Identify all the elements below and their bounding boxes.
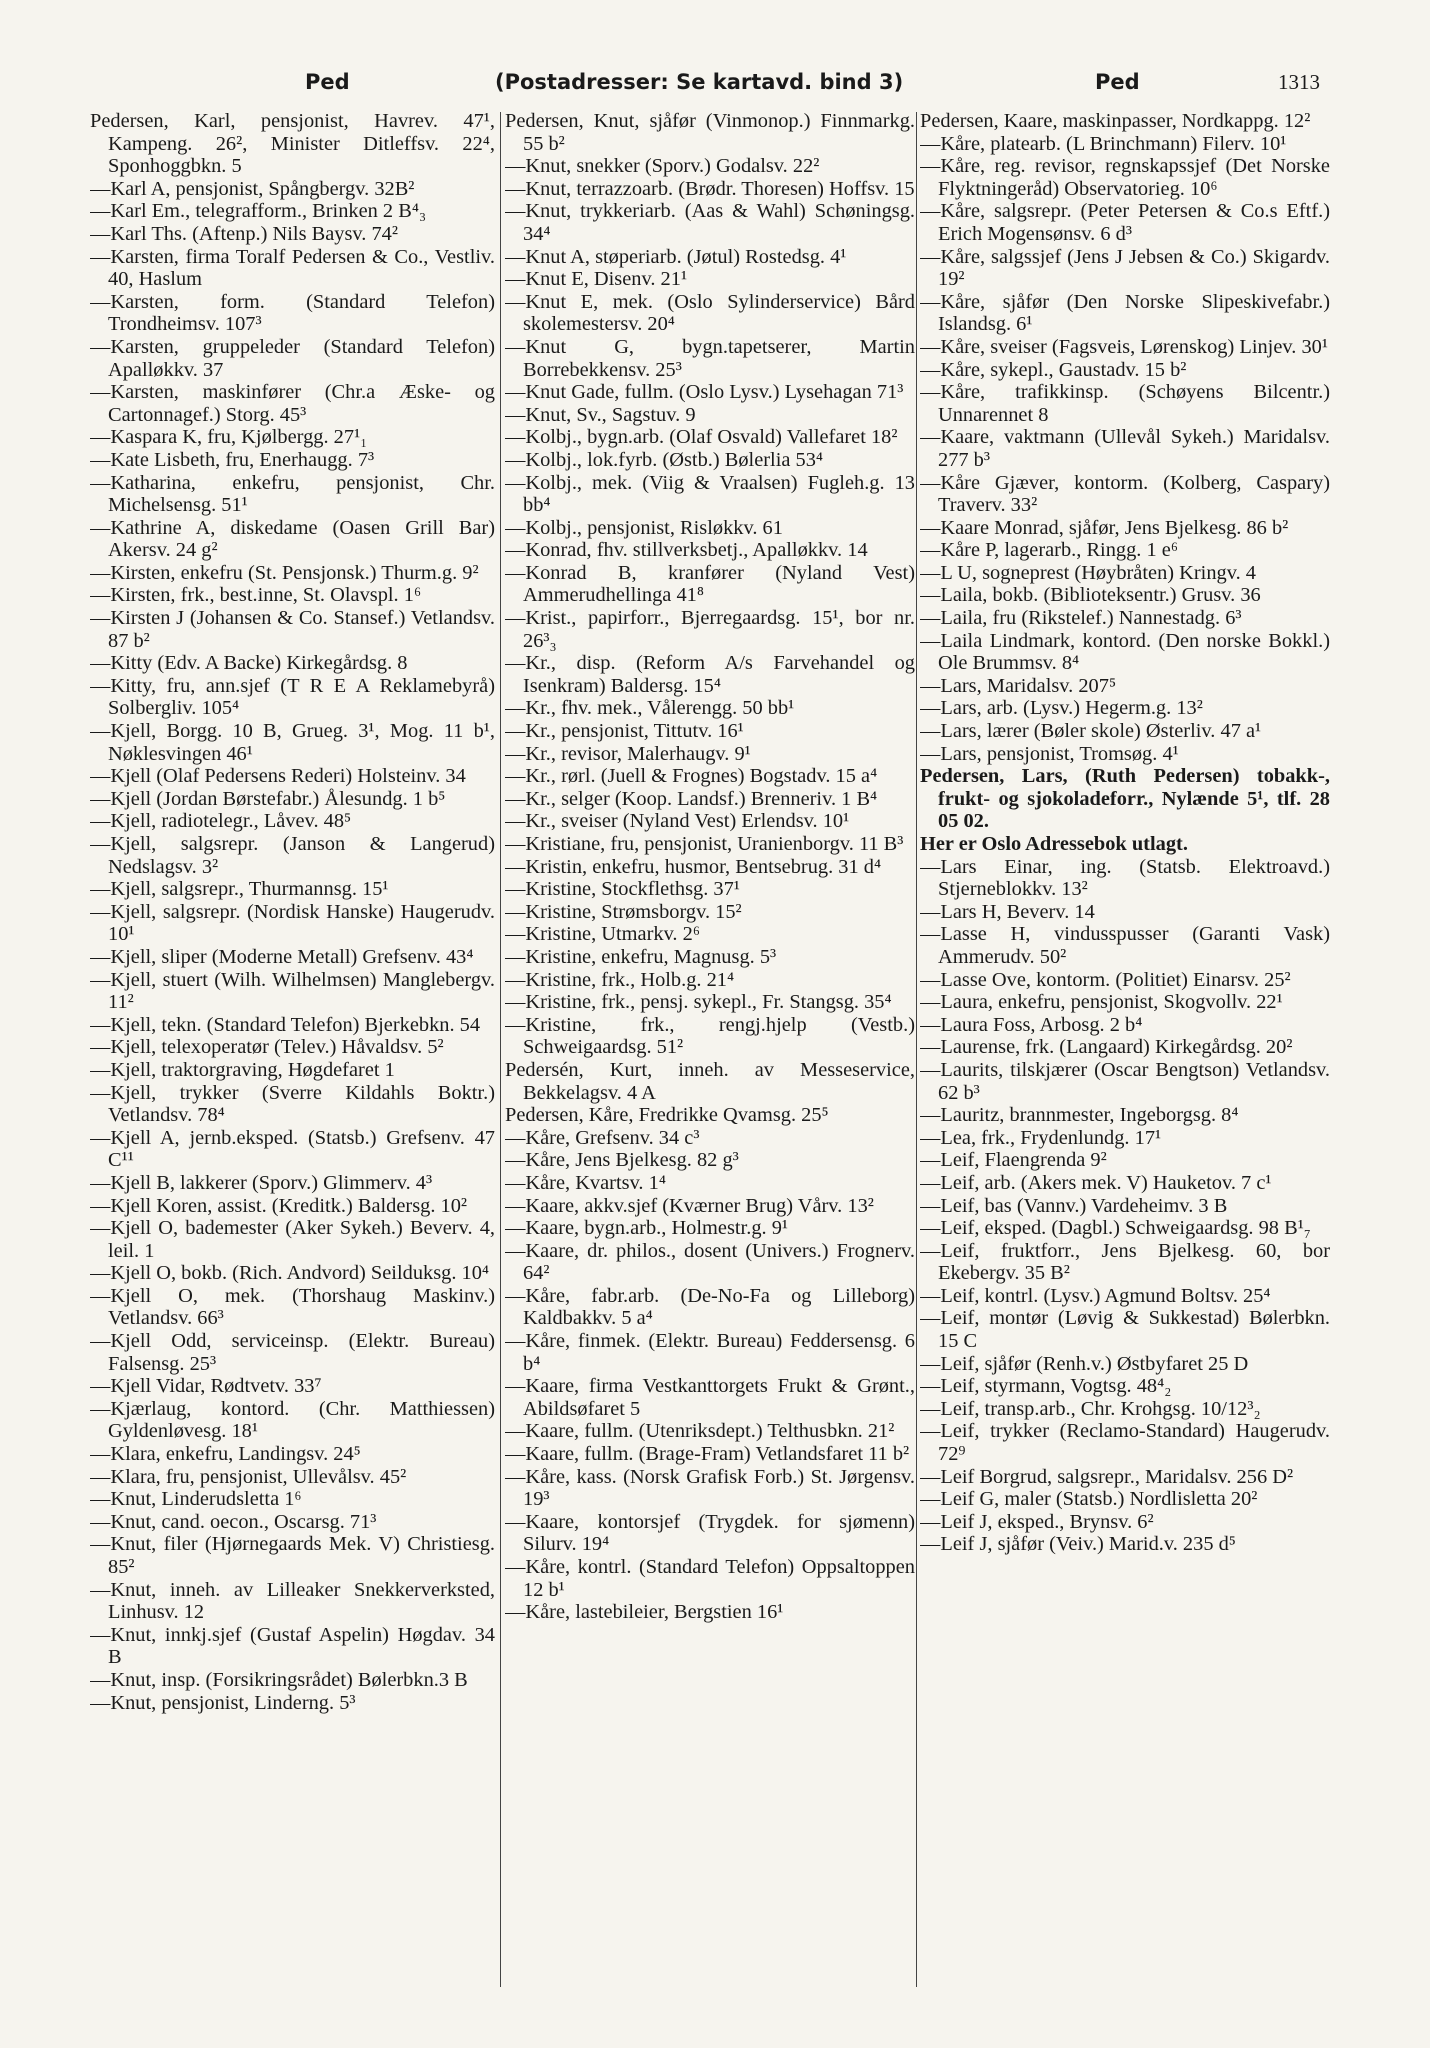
directory-entry: —Kjell, Borgg. 10 B, Grueg. 3¹, Mog. 11 b¹, Nøklesvingen 46¹ (90, 720, 495, 765)
directory-entry: —Kåre, fabr.arb. (De-No-Fa og Lilleborg) Kaldbakkv. 5 a⁴ (505, 1284, 915, 1330)
directory-entry: —Kolbj., bygn.arb. (Olaf Osvald) Vallefaret 18² (505, 426, 898, 449)
directory-entry: —Kåre, lastebileier, Bergstien 16¹ (505, 1601, 784, 1624)
directory-entry: Pedersén, Kurt, inneh. av Messeservice, Bekkelagsv. 4 A (505, 1058, 915, 1104)
directory-entry: —Leif, Flaengrenda 9² (920, 1149, 1107, 1172)
directory-entry: —Kristine, Utmarkv. 2⁶ (505, 923, 700, 946)
directory-entry: —Laila, bokb. (Biblioteksentr.) Grusv. 36 (920, 584, 1261, 607)
directory-entry: —Knut, pensjonist, Linderng. 5³ (90, 1691, 356, 1714)
directory-entry: —Krist., papirforr., Bjerregaardsg. 15¹, bor nr. 26³₃ (505, 607, 915, 652)
directory-entry: —Kåre, salgsrepr. (Peter Petersen & Co.s Eftf.) Erich Mogensønsv. 6 d³ (920, 200, 1330, 245)
directory-entry: —Kjell B, lakkerer (Sporv.) Glimmerv. 4³ (90, 1171, 433, 1194)
directory-entry: —Karsten, maskinfører (Chr.a Æske- og Cartonnagef.) Storg. 45³ (90, 381, 495, 426)
directory-entry: —Kr., rørl. (Juell & Frognes) Bogstadv. 15 a⁴ (505, 765, 878, 788)
directory-entry: —Kate Lisbeth, fru, Enerhaugg. 7³ (90, 448, 375, 471)
directory-entry: —Kåre, Grefsenv. 34 c³ (505, 1126, 700, 1149)
directory-entry: —Konrad, fhv. stillverksbetj., Apalløkkv. 14 (505, 539, 868, 562)
directory-entry: —Kåre, kontrl. (Standard Telefon) Oppsaltoppen 12 b¹ (505, 1556, 915, 1601)
directory-entry: —Karsten, form. (Standard Telefon) Trondheimsv. 107³ (90, 290, 495, 336)
header-right-keyword: Ped (1095, 70, 1140, 94)
directory-entry: —Leif, bas (Vannv.) Vardeheimv. 3 B (920, 1194, 1228, 1217)
directory-entry: —Laurense, frk. (Langaard) Kirkegårdsg. 20² (920, 1036, 1293, 1059)
directory-column-3 (920, 110, 1330, 1990)
directory-entry: —Knut Gade, fullm. (Oslo Lysv.) Lysehagan 71³ (505, 381, 904, 404)
directory-entry: —Kåre, kass. (Norsk Grafisk Forb.) St. Jørgensv. 19³ (505, 1465, 915, 1511)
page-header (90, 70, 1330, 110)
header-left-keyword: Ped (305, 70, 350, 94)
directory-entry: —Lasse Ove, kontorm. (Politiet) Einarsv. 25² (920, 968, 1291, 991)
directory-entry: —Kolbj., pensjonist, Risløkkv. 61 (505, 516, 783, 539)
directory-entry: —Kr., sveiser (Nyland Vest) Erlendsv. 10¹ (505, 810, 850, 833)
directory-entry: —Kr., fhv. mek., Vålerengg. 50 bb¹ (505, 697, 795, 720)
directory-entry: —Knut, Linderudsletta 1⁶ (90, 1488, 302, 1511)
directory-entry: —Kristin, enkefru, husmor, Bentsebrug. 31 d⁴ (505, 855, 882, 878)
directory-entry: Her er Oslo Adressebok utlagt. (920, 833, 1188, 855)
directory-entry: —Kjell Odd, serviceinsp. (Elektr. Bureau) Falsensg. 25³ (90, 1330, 495, 1375)
directory-entry: —Kaare, fullm. (Brage-Fram) Vetlandsfaret 11 b² (505, 1443, 910, 1466)
directory-entry: —Kåre, sjåfør (Den Norske Slipeskivefabr.) Islandsg. 6¹ (920, 290, 1330, 336)
directory-entry: —Kathrine A, diskedame (Oasen Grill Bar) Akersv. 24 g² (90, 516, 495, 562)
directory-entry: —Knut E, mek. (Oslo Sylinderservice) Bård skolemestersv. 20⁴ (505, 290, 915, 336)
directory-entry: —Leif, fruktforr., Jens Bjelkesg. 60, bor Ekebergv. 35 B² (920, 1239, 1330, 1285)
directory-entry: —Lea, frk., Frydenlundg. 17¹ (920, 1126, 1162, 1149)
directory-entry: —Kjell, radiotelegr., Låvev. 48⁵ (90, 810, 352, 833)
directory-entry: —Kåre, Jens Bjelkesg. 82 g³ (505, 1149, 739, 1172)
directory-entry: —Laura, enkefru, pensjonist, Skogvollv. 22¹ (920, 991, 1283, 1014)
directory-entry: Pedersen, Lars, (Ruth Pedersen) tobakk-, frukt- og sjokoladeforr., Nylænde 5¹, tlf. 28 05 02. (920, 765, 1330, 833)
directory-entry: —Laila, fru (Rikstelef.) Nannestadg. 6³ (920, 607, 1242, 630)
directory-entry: —Kjell O, mek. (Thorshaug Maskinv.) Vetlandsv. 66³ (90, 1284, 495, 1330)
directory-entry: —Kolbj., lok.fyrb. (Østb.) Bølerlia 53⁴ (505, 448, 824, 471)
directory-entry: Pedersen, Knut, sjåfør (Vinmonop.) Finnmarkg. 55 b² (505, 110, 915, 155)
directory-entry: —Karl A, pensjonist, Spångbergv. 32B² (90, 177, 415, 200)
directory-entry: —Knut, snekker (Sporv.) Godalsv. 22² (505, 155, 820, 178)
directory-entry: —Karsten, gruppeleder (Standard Telefon) Apalløkkv. 37 (90, 335, 495, 381)
directory-entry: —Kristiane, fru, pensjonist, Uranienborgv. 11 B³ (505, 833, 904, 855)
directory-entry: —Kjell, salgsrepr. (Nordisk Hanske) Haugerudv. 10¹ (90, 900, 495, 946)
directory-entry: —Kjell, stuert (Wilh. Wilhelmsen) Manglebergv. 11² (90, 968, 495, 1014)
directory-entry: —Kristine, frk., Holb.g. 21⁴ (505, 968, 735, 991)
directory-entry: Pedersen, Kåre, Fredrikke Qvamsg. 25⁵ (505, 1104, 829, 1127)
page-number: 1313 (1278, 70, 1320, 94)
directory-entry: —Kjell, traktorgraving, Høgdefaret 1 (90, 1058, 395, 1081)
directory-entry: —Karsten, firma Toralf Pedersen & Co., Vestliv. 40, Haslum (90, 245, 495, 291)
directory-entry: —Leif, kontrl. (Lysv.) Agmund Boltsv. 25⁴ (920, 1284, 1271, 1307)
directory-entry: —Laura Foss, Arbosg. 2 b⁴ (920, 1013, 1143, 1036)
directory-entry: —Kitty (Edv. A Backe) Kirkegårdsg. 8 (90, 652, 408, 675)
directory-entry: —Kaare Monrad, sjåfør, Jens Bjelkesg. 86 b² (920, 516, 1289, 539)
directory-entry: —Karl Em., telegrafform., Brinken 2 B⁴₃ (90, 200, 427, 223)
directory-entry: —Lauritz, brannmester, Ingeborgsg. 8⁴ (920, 1104, 1239, 1127)
directory-entry: —Kåre, salgssjef (Jens J Jebsen & Co.) Skigardv. 19² (920, 245, 1330, 291)
directory-entry: —Knut G, bygn.tapetserer, Martin Borrebekkensv. 25³ (505, 335, 915, 381)
directory-entry: —Leif, montør (Løvig & Sukkestad) Bølerbkn. 15 C (920, 1307, 1330, 1353)
directory-entry: —Knut, filer (Hjørnegaards Mek. V) Christiesg. 85² (90, 1533, 495, 1578)
directory-entry: —Klara, enkefru, Landingsv. 24⁵ (90, 1443, 361, 1466)
directory-entry: —Kåre, platearb. (L Brinchmann) Filerv. 10¹ (920, 132, 1287, 155)
directory-entry: —Leif, arb. (Akers mek. V) Hauketov. 7 c¹ (920, 1171, 1272, 1194)
directory-entry: —Knut, inneh. av Lilleaker Snekkerverksted, Linhusv. 12 (90, 1578, 495, 1624)
directory-entry: —Kristine, Strømsborgv. 15² (505, 900, 742, 923)
directory-entry: —Lasse H, vindusspusser (Garanti Vask) Ammerudv. 50² (920, 923, 1330, 968)
directory-entry: —Laurits, tilskjærer (Oscar Bengtson) Vetlandsv. 62 b³ (920, 1058, 1330, 1104)
directory-entry: —Kristine, enkefru, Magnusg. 5³ (505, 945, 777, 968)
directory-entry: —Kjell, trykker (Sverre Kildahls Boktr.) Vetlandsv. 78⁴ (90, 1081, 495, 1127)
directory-entry: —Leif, trykker (Reclamo-Standard) Haugerudv. 72⁹ (920, 1420, 1330, 1466)
directory-entry: —Leif, eksped. (Dagbl.) Schweigaardsg. 98 B¹₇ (920, 1217, 1311, 1240)
directory-entry: —Kjell Koren, assist. (Kreditk.) Baldersg. 10² (90, 1194, 468, 1217)
directory-entry: —L U, sogneprest (Høybråten) Kringv. 4 (920, 561, 1256, 584)
directory-entry: —Knut, cand. oecon., Oscarsg. 71³ (90, 1510, 377, 1533)
directory-entry: —Kolbj., mek. (Viig & Vraalsen) Fugleh.g. 13 bb⁴ (505, 471, 915, 517)
directory-entry: —Kirsten, frk., best.inne, St. Olavspl. 1⁶ (90, 584, 422, 607)
directory-entry: —Leif G, maler (Statsb.) Nordlisletta 20² (920, 1488, 1258, 1511)
column-divider (916, 112, 917, 1987)
directory-entry: —Kjell O, bademester (Aker Sykeh.) Beverv. 4, leil. 1 (90, 1217, 495, 1262)
directory-entry: —Kjell (Jordan Børstefabr.) Ålesundg. 1 b⁵ (90, 787, 446, 810)
directory-entry: —Kjell O, bokb. (Rich. Andvord) Seilduksg. 10⁴ (90, 1262, 490, 1285)
directory-entry: —Kåre, sykepl., Gaustadv. 15 b² (920, 358, 1187, 381)
directory-entry: —Kaare, firma Vestkanttorgets Frukt & Grønt., Abildsøfaret 5 (505, 1375, 915, 1420)
directory-entry: —Leif, styrmann, Vogtsg. 48⁴₂ (920, 1375, 1172, 1398)
directory-entry: —Katharina, enkefru, pensjonist, Chr. Michelsensg. 51¹ (90, 471, 495, 517)
directory-entry: —Leif, sjåfør (Renh.v.) Østbyfaret 25 D (920, 1352, 1249, 1375)
directory-entry: —Kirsten J (Johansen & Co. Stansef.) Vetlandsv. 87 b² (90, 607, 495, 652)
directory-entry: —Kåre P, lagerarb., Ringg. 1 e⁶ (920, 539, 1178, 562)
directory-entry: —Lars, lærer (Bøler skole) Østerliv. 47 a¹ (920, 720, 1262, 743)
directory-entry: —Kaare, bygn.arb., Holmestr.g. 9¹ (505, 1217, 789, 1240)
directory-entry: —Kåre, finmek. (Elektr. Bureau) Feddersensg. 6 b⁴ (505, 1330, 915, 1375)
directory-entry: —Knut, insp. (Forsikringsrådet) Bølerbkn.3 B (90, 1668, 468, 1691)
directory-entry: —Kaare, vaktmann (Ullevål Sykeh.) Maridalsv. 277 b³ (920, 426, 1330, 471)
directory-entry: —Kåre, Kvartsv. 1⁴ (505, 1171, 666, 1194)
directory-entry: —Kjell, telexoperatør (Telev.) Håvaldsv. 5² (90, 1036, 444, 1059)
directory-entry: —Knut A, støperiarb. (Jøtul) Rostedsg. 4¹ (505, 245, 847, 268)
directory-entry: —Kr., selger (Koop. Landsf.) Brenneriv. 1 B⁴ (505, 787, 878, 810)
directory-entry: —Lars, Maridalsv. 207⁵ (920, 674, 1117, 697)
directory-entry: —Lars H, Beverv. 14 (920, 900, 1095, 923)
directory-entry: —Kristine, frk., pensj. sykepl., Fr. Stangsg. 35⁴ (505, 991, 892, 1014)
directory-entry: —Kaspara K, fru, Kjølbergg. 27¹₁ (90, 426, 368, 449)
directory-entry: —Kr., pensjonist, Tittutv. 16¹ (505, 720, 744, 743)
directory-entry: —Lars Einar, ing. (Statsb. Elektroavd.) Stjerneblokkv. 13² (920, 855, 1330, 901)
column-divider (500, 112, 501, 1987)
directory-entry: —Konrad B, kranfører (Nyland Vest) Ammerudhellinga 41⁸ (505, 561, 915, 607)
directory-entry: —Kjell, tekn. (Standard Telefon) Bjerkebkn. 54 (90, 1013, 481, 1036)
directory-entry: —Leif, transp.arb., Chr. Krohgsg. 10/12³₂ (920, 1397, 1261, 1420)
directory-entry: —Kjell, salgsrepr., Thurmannsg. 15¹ (90, 878, 389, 901)
directory-entry: —Kjell Vidar, Rødtvetv. 33⁷ (90, 1375, 322, 1398)
directory-entry: —Kaare, fullm. (Utenriksdept.) Telthusbkn. 21² (505, 1420, 895, 1443)
directory-entry: —Klara, fru, pensjonist, Ullevålsv. 45² (90, 1465, 407, 1488)
directory-entry: —Lars, arb. (Lysv.) Hegerm.g. 13² (920, 697, 1203, 720)
directory-entry: —Leif J, eksped., Brynsv. 6² (920, 1510, 1154, 1533)
directory-entry: —Kjell, salgsrepr. (Janson & Langerud) Nedslagsv. 3² (90, 833, 495, 878)
directory-entry: —Kjell (Olaf Pedersens Rederi) Holsteinv. 34 (90, 765, 466, 788)
directory-entry: —Knut, innkj.sjef (Gustaf Aspelin) Høgdav. 34 B (90, 1623, 495, 1669)
directory-entry: —Knut, Sv., Sagstuv. 9 (505, 403, 696, 426)
directory-entry: —Leif J, sjåfør (Veiv.) Marid.v. 235 d⁵ (920, 1533, 1236, 1556)
directory-entry: —Leif Borgrud, salgsrepr., Maridalsv. 256 D² (920, 1465, 1294, 1488)
directory-entry: —Knut, terrazzoarb. (Brødr. Thoresen) Hoffsv. 15 (505, 177, 915, 200)
directory-entry: —Knut, trykkeriarb. (Aas & Wahl) Schøningsg. 34⁴ (505, 200, 915, 245)
directory-entry: —Kåre, trafikkinsp. (Schøyens Bilcentr.) Unnarennet 8 (920, 381, 1330, 426)
directory-entry: —Kåre, reg. revisor, regnskapssjef (Det Norske Flyktningeråd) Observatorieg. 10⁶ (920, 155, 1330, 200)
directory-entry: —Kaare, kontorsjef (Trygdek. for sjømenn) Silurv. 19⁴ (505, 1510, 915, 1556)
directory-column-1 (90, 110, 495, 1990)
directory-entry: —Kjell A, jernb.eksped. (Statsb.) Grefsenv. 47 C¹¹ (90, 1126, 495, 1172)
header-note: (Postadresser: Se kartavd. bind 3) (495, 70, 904, 94)
directory-entry: —Kr., disp. (Reform A/s Farvehandel og Isenkram) Baldersg. 15⁴ (505, 652, 915, 697)
directory-entry: —Kristine, Stockflethsg. 37¹ (505, 878, 740, 901)
directory-entry: —Kåre Gjæver, kontorm. (Kolberg, Caspary) Traverv. 33² (920, 471, 1330, 517)
directory-entry: —Karl Ths. (Aftenp.) Nils Baysv. 74² (90, 222, 398, 245)
directory-entry: —Kirsten, enkefru (St. Pensjonsk.) Thurm.g. 9² (90, 561, 479, 584)
directory-entry: —Laila Lindmark, kontord. (Den norske Bokkl.) Ole Brummsv. 8⁴ (920, 629, 1330, 675)
directory-entry: Pedersen, Karl, pensjonist, Havrev. 47¹, Kampeng. 26², Minister Ditleffsv. 22⁴, Sponhoggbkn. 5 (90, 110, 495, 178)
directory-entry: —Kristine, frk., rengj.hjelp (Vestb.) Schweigaardsg. 51² (505, 1013, 915, 1059)
directory-column-2 (505, 110, 915, 1990)
directory-entry: —Kitty, fru, ann.sjef (T R E A Reklamebyrå) Solbergliv. 105⁴ (90, 674, 495, 720)
directory-entry: —Kaare, akkv.sjef (Kværner Brug) Vårv. 13² (505, 1194, 874, 1217)
directory-entry: —Kr., revisor, Malerhaugv. 9¹ (505, 742, 751, 765)
directory-entry: —Kaare, dr. philos., dosent (Univers.) Frognerv. 64² (505, 1239, 915, 1285)
directory-entry: —Kåre, sveiser (Fagsveis, Lørenskog) Linjev. 30¹ (920, 335, 1328, 358)
directory-entry: —Kjærlaug, kontord. (Chr. Matthiessen) Gyldenløvesg. 18¹ (90, 1397, 495, 1443)
directory-entry: —Lars, pensjonist, Tromsøg. 4¹ (920, 742, 1179, 765)
directory-entry: —Kjell, sliper (Moderne Metall) Grefsenv. 43⁴ (90, 945, 474, 968)
directory-entry: Pedersen, Kaare, maskinpasser, Nordkappg. 12² (920, 110, 1311, 132)
directory-entry: —Knut E, Disenv. 21¹ (505, 268, 688, 291)
